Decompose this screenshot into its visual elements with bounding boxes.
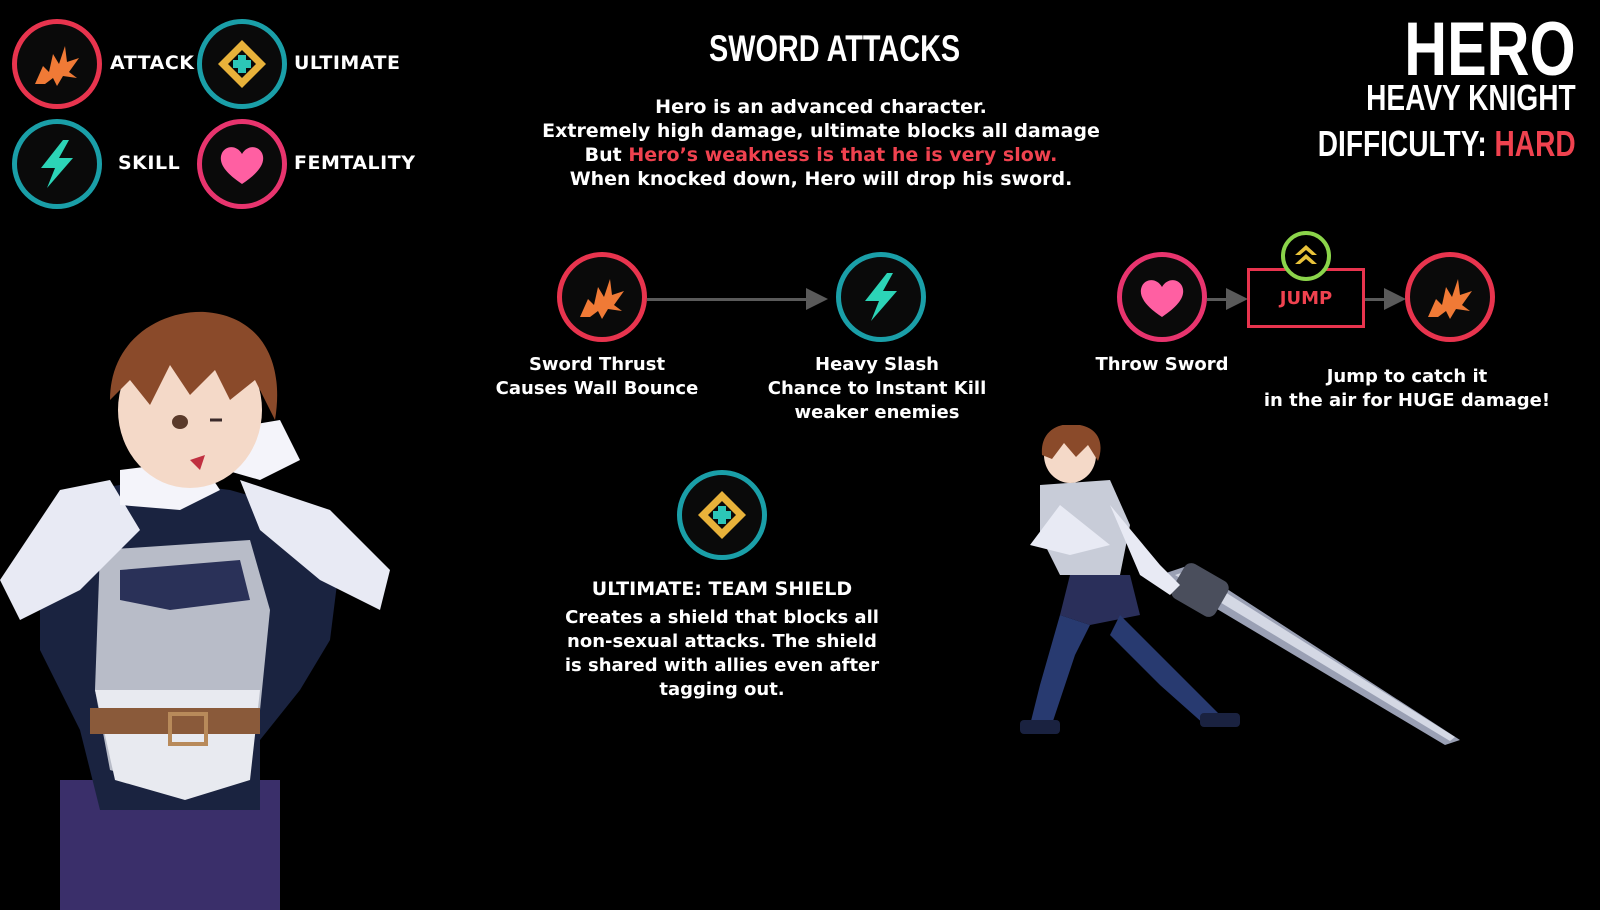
sword-thrust-text: Sword Thrust Causes Wall Bounce bbox=[495, 354, 699, 399]
character-description bbox=[521, 95, 1121, 191]
legend-femtality-icon bbox=[197, 119, 287, 209]
combo-skill-icon bbox=[836, 252, 926, 342]
combo-femtality-icon bbox=[1117, 252, 1207, 342]
combo-arrow bbox=[1365, 298, 1385, 301]
weakness-highlight: Hero’s weakness is that he is very slow. bbox=[628, 144, 1058, 166]
heavy-slash-text: Heavy Slash Chance to Instant Kill weaker enemies bbox=[767, 354, 987, 423]
character-name: HERO bbox=[1404, 7, 1576, 92]
arrow-head-icon bbox=[1226, 288, 1248, 310]
character-class: HEAVY KNIGHT bbox=[1366, 77, 1576, 118]
burst-icon bbox=[29, 36, 85, 92]
combo-attack-icon bbox=[1405, 252, 1495, 342]
ultimate-title: ULTIMATE: TEAM SHIELD bbox=[591, 578, 853, 600]
heart-icon bbox=[214, 136, 270, 192]
legend-ultimate-icon bbox=[197, 19, 287, 109]
legend-skill-label: SKILL bbox=[118, 152, 181, 174]
difficulty-label: DIFFICULTY: bbox=[1318, 123, 1488, 164]
ultimate-description: Creates a shield that blocks all non-sexual attacks. The shield is shared with allies even after tagging out. bbox=[564, 607, 880, 700]
double-chevron-up-icon bbox=[1291, 241, 1321, 271]
hero-full-body bbox=[1000, 425, 1480, 755]
jump-catch-text: Jump to catch it in the air for HUGE damage! bbox=[1263, 366, 1551, 411]
jump-label: JUMP bbox=[1279, 287, 1333, 309]
legend-attack-icon bbox=[12, 19, 102, 109]
hero-portrait bbox=[0, 310, 410, 910]
combo-arrow bbox=[647, 298, 807, 301]
difficulty bbox=[1318, 124, 1576, 164]
combo-arrow bbox=[1207, 298, 1227, 301]
burst-icon bbox=[1422, 269, 1478, 325]
arrow-head-icon bbox=[806, 288, 828, 310]
description-line: Extremely high damage, ultimate blocks all damage bbox=[542, 120, 1100, 142]
description-line: When knocked down, Hero will drop his sword. bbox=[569, 168, 1073, 190]
section-title: SWORD ATTACKS bbox=[709, 28, 961, 69]
legend-ultimate-label: ULTIMATE bbox=[294, 52, 401, 74]
legend-femtality-label: FEMTALITY bbox=[294, 152, 416, 174]
legend-attack-label: ATTACK bbox=[110, 52, 195, 74]
combo-attack-icon bbox=[557, 252, 647, 342]
lightning-icon bbox=[29, 136, 85, 192]
burst-icon bbox=[574, 269, 630, 325]
throw-sword-text: Throw Sword bbox=[1095, 354, 1229, 375]
description-line: Hero is an advanced character. bbox=[655, 96, 987, 118]
jump-icon bbox=[1281, 231, 1331, 281]
shield-diamond-icon bbox=[694, 487, 750, 543]
heart-icon bbox=[1134, 269, 1190, 325]
arrow-head-icon bbox=[1384, 288, 1406, 310]
shield-diamond-icon bbox=[214, 36, 270, 92]
legend-skill-icon bbox=[12, 119, 102, 209]
lightning-icon bbox=[853, 269, 909, 325]
description-line: But Hero’s weakness is that he is very slow. bbox=[584, 144, 1058, 166]
ultimate-icon bbox=[677, 470, 767, 560]
difficulty-value: HARD bbox=[1494, 123, 1576, 164]
